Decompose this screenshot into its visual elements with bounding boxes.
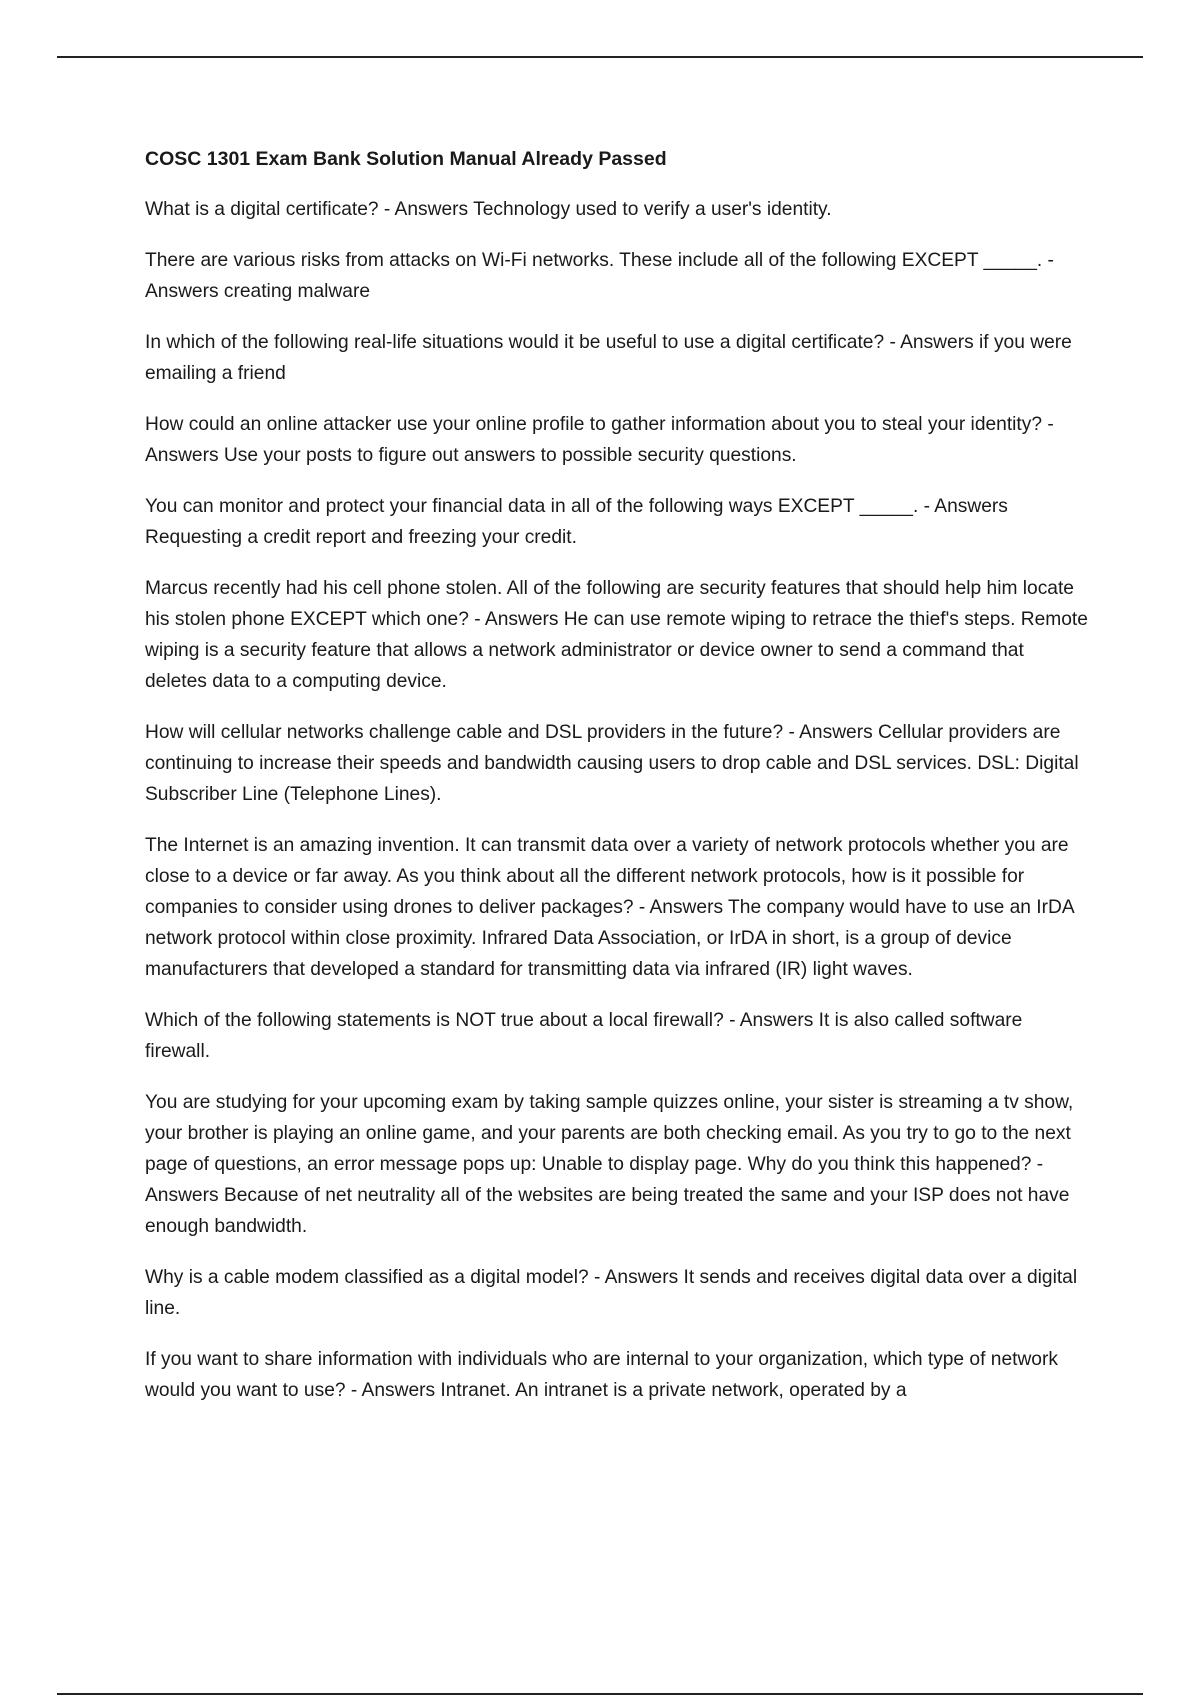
document-title: COSC 1301 Exam Bank Solution Manual Already Passed — [145, 148, 667, 170]
qa-entry: Which of the following statements is NOT true about a local firewall? - Answers It is also called software firewall. — [145, 1010, 1023, 1062]
qa-entry: The Internet is an amazing invention. It can transmit data over a variety of network protocols whether you are close to a device or far away. As you think about all the different network protocols, how is it possible for companies to consider using drones to deliver packages? - Answers The company would have to use an IrDA network protocol within close proximity. Infrared Data Association, or IrDA in short, is a group of device manufacturers that developed a standard for transmitting data via infrared (IR) light waves. — [145, 835, 1074, 980]
qa-entry: Marcus recently had his cell phone stolen. All of the following are security features that should help him locate his stolen phone EXCEPT which one? - Answers He can use remote wiping to retrace the thief's steps. Remote wiping is a security feature that allows a network administrator or device owner to send a command that deletes data to a computing device. — [145, 578, 1088, 692]
qa-entry: You can monitor and protect your financial data in all of the following ways EXCEPT _____. - Answers Requesting a credit report and freezing your credit. — [145, 496, 1008, 548]
qa-entry: In which of the following real-life situations would it be useful to use a digital certificate? - Answers if you were emailing a friend — [145, 332, 1072, 384]
qa-entry: If you want to share information with individuals who are internal to your organization, which type of network would you want to use? - Answers Intranet. An intranet is a private network, operated by a — [145, 1349, 1058, 1401]
qa-entry: How will cellular networks challenge cable and DSL providers in the future? - Answers Cellular providers are continuing to increase their speeds and bandwidth causing users to drop cable and DSL services. DSL: Digital Subscriber Line (Telephone Lines). — [145, 722, 1079, 805]
qa-entry: Why is a cable modem classified as a digital model? - Answers It sends and receives digital data over a digital line. — [145, 1267, 1078, 1319]
footer-rule — [57, 1693, 1143, 1695]
header-rule — [57, 56, 1143, 58]
document-body — [145, 144, 1090, 1426]
qa-entry: What is a digital certificate? - Answers Technology used to verify a user's identity. — [145, 199, 832, 220]
qa-entry: You are studying for your upcoming exam by taking sample quizzes online, your sister is streaming a tv show, your brother is playing an online game, and your parents are both checking email. As you try to go to the next page of questions, an error message pops up: Unable to display page. Why do you think this happened? - Answers Because of net neutrality all of the websites are being treated the same and your ISP does not have enough bandwidth. — [145, 1092, 1074, 1237]
qa-entry: There are various risks from attacks on Wi-Fi networks. These include all of the following EXCEPT _____. - Answers creating malware — [145, 250, 1054, 302]
qa-entry: How could an online attacker use your online profile to gather information about you to steal your identity? - Answers Use your posts to figure out answers to possible security questions. — [145, 414, 1054, 466]
